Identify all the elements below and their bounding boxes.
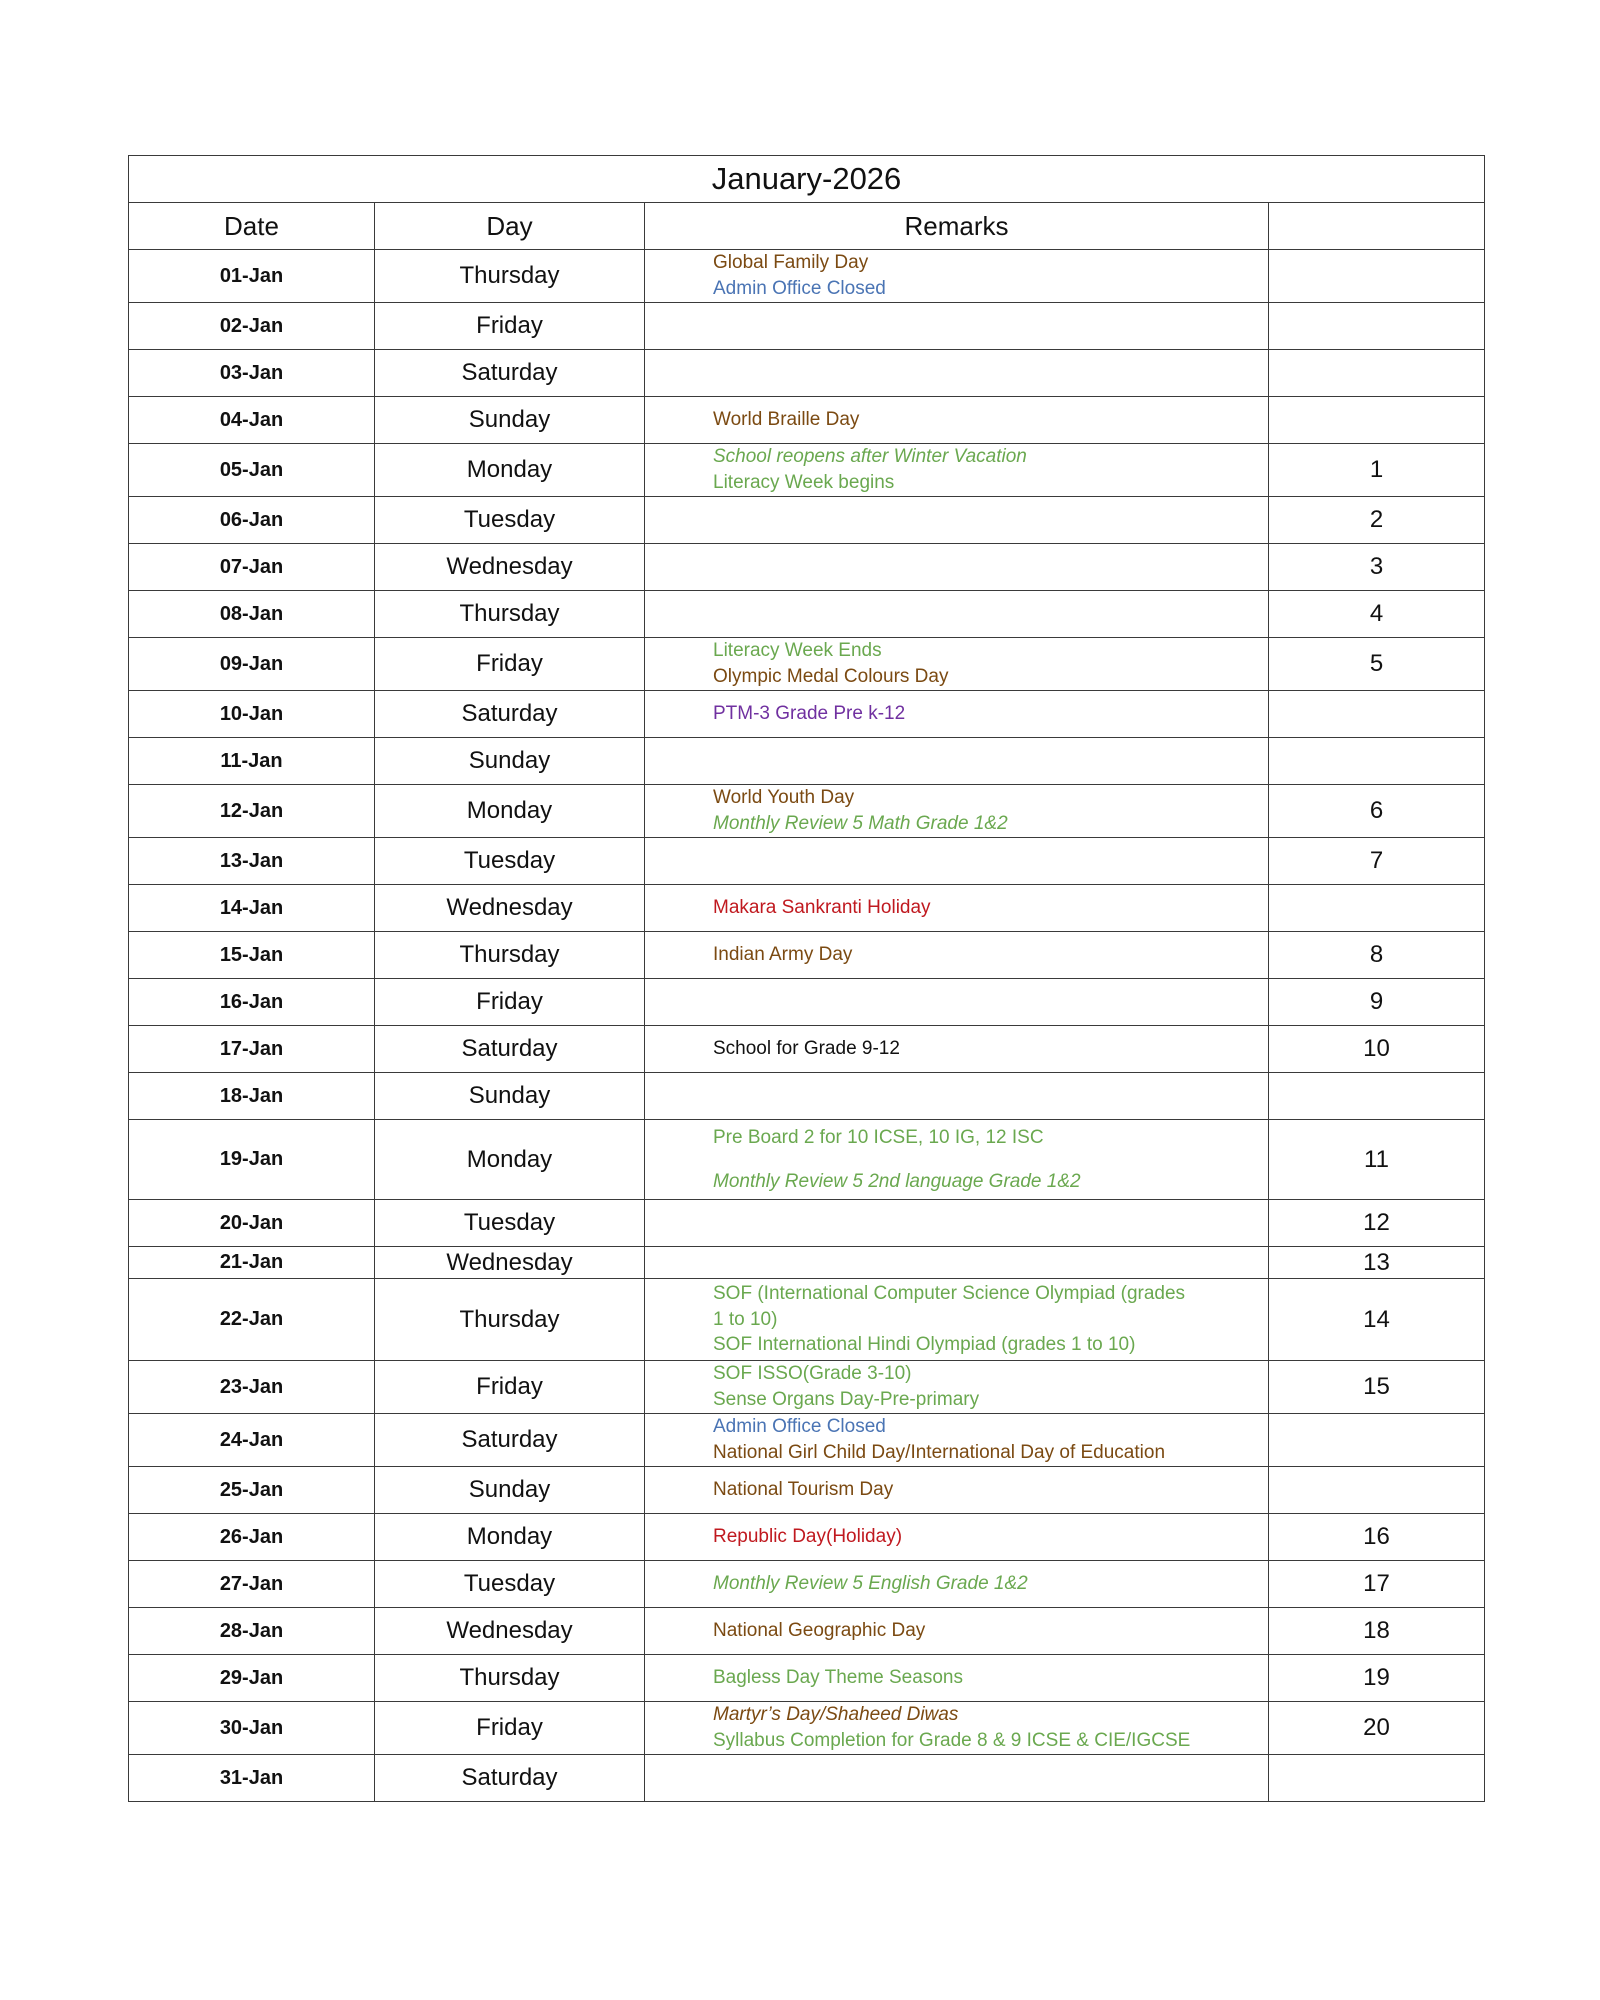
date-cell: 14-Jan — [129, 885, 375, 932]
date-cell: 22-Jan — [129, 1279, 375, 1361]
date-cell: 06-Jan — [129, 497, 375, 544]
school-day-number: 18 — [1269, 1608, 1485, 1655]
table-row — [129, 497, 1485, 544]
table-row — [129, 1279, 1485, 1361]
remark-text: PTM-3 Grade Pre k-12 — [713, 703, 906, 725]
table-row — [129, 1755, 1485, 1802]
remarks-cell — [645, 785, 1269, 838]
school-day-number: 17 — [1269, 1561, 1485, 1608]
school-day-number — [1269, 885, 1485, 932]
school-day-number: 19 — [1269, 1655, 1485, 1702]
day-cell: Wednesday — [375, 1608, 645, 1655]
calendar-table — [128, 155, 1485, 1802]
remark-text: Pre Board 2 for 10 ICSE, 10 IG, 12 ISC — [713, 1126, 1044, 1148]
date-cell: 27-Jan — [129, 1561, 375, 1608]
remark-text: Sense Organs Day-Pre-primary — [713, 1389, 980, 1410]
table-row — [129, 838, 1485, 885]
header-day: Day — [375, 203, 645, 250]
table-row — [129, 1467, 1485, 1514]
remarks-cell — [645, 738, 1269, 785]
remarks-cell — [645, 397, 1269, 444]
day-cell: Friday — [375, 638, 645, 691]
table-row — [129, 885, 1485, 932]
school-day-number: 15 — [1269, 1361, 1485, 1414]
remarks-cell — [645, 544, 1269, 591]
school-day-number — [1269, 1467, 1485, 1514]
table-row — [129, 1120, 1485, 1200]
day-cell: Saturday — [375, 1414, 645, 1467]
school-day-number: 2 — [1269, 497, 1485, 544]
day-cell: Friday — [375, 979, 645, 1026]
remark-text: National Tourism Day — [713, 1479, 894, 1501]
day-cell: Thursday — [375, 932, 645, 979]
day-cell: Friday — [375, 303, 645, 350]
remarks-cell — [645, 1073, 1269, 1120]
day-cell: Monday — [375, 1514, 645, 1561]
remark-text: SOF (International Computer Science Olympiad (grades — [713, 1283, 1186, 1305]
day-cell: Saturday — [375, 1755, 645, 1802]
remark-text: Admin Office Closed — [713, 278, 886, 299]
table-row — [129, 1361, 1485, 1414]
table-row — [129, 1414, 1485, 1467]
remarks-cell — [645, 1514, 1269, 1561]
day-cell: Sunday — [375, 397, 645, 444]
school-day-number: 4 — [1269, 591, 1485, 638]
day-cell: Monday — [375, 444, 645, 497]
remark-text: Literacy Week Ends — [713, 640, 882, 662]
remark-text: Global Family Day — [713, 252, 869, 274]
header-remarks: Remarks — [645, 203, 1269, 250]
remark-text: National Geographic Day — [713, 1620, 926, 1642]
school-day-number: 10 — [1269, 1026, 1485, 1073]
day-cell: Tuesday — [375, 838, 645, 885]
day-cell: Wednesday — [375, 885, 645, 932]
remark-text: Syllabus Completion for Grade 8 & 9 ICSE & CIE/IGCSE — [713, 1730, 1191, 1751]
remark-text: School reopens after Winter Vacation — [713, 446, 1027, 468]
day-cell: Tuesday — [375, 1200, 645, 1247]
table-row — [129, 303, 1485, 350]
date-cell: 09-Jan — [129, 638, 375, 691]
table-row — [129, 1200, 1485, 1247]
remark-text: Literacy Week begins — [713, 472, 895, 493]
table-row — [129, 591, 1485, 638]
date-cell: 30-Jan — [129, 1702, 375, 1755]
remarks-cell — [645, 1200, 1269, 1247]
school-day-number: 8 — [1269, 932, 1485, 979]
remark-text: Republic Day(Holiday) — [713, 1526, 903, 1548]
school-day-number — [1269, 1414, 1485, 1467]
remark-text: SOF ISSO(Grade 3-10) — [713, 1363, 912, 1385]
remark-text: SOF International Hindi Olympiad (grades 1 to 10) — [713, 1334, 1136, 1356]
remarks-cell — [645, 1702, 1269, 1755]
remarks-cell — [645, 1655, 1269, 1702]
school-day-number — [1269, 303, 1485, 350]
remarks-cell — [645, 691, 1269, 738]
day-cell: Monday — [375, 1120, 645, 1200]
remarks-cell — [645, 444, 1269, 497]
remarks-cell — [645, 1120, 1269, 1200]
day-cell: Wednesday — [375, 544, 645, 591]
date-cell: 05-Jan — [129, 444, 375, 497]
date-cell: 01-Jan — [129, 250, 375, 303]
school-day-number — [1269, 1073, 1485, 1120]
table-row — [129, 1561, 1485, 1608]
day-cell: Tuesday — [375, 497, 645, 544]
remarks-cell — [645, 591, 1269, 638]
remark-text: Monthly Review 5 2nd language Grade 1&2 — [713, 1170, 1081, 1192]
school-day-number — [1269, 738, 1485, 785]
remark-text: Monthly Review 5 English Grade 1&2 — [713, 1573, 1028, 1595]
table-row — [129, 1514, 1485, 1561]
day-cell: Sunday — [375, 738, 645, 785]
school-day-number — [1269, 350, 1485, 397]
day-cell: Tuesday — [375, 1561, 645, 1608]
school-day-number: 13 — [1269, 1247, 1485, 1279]
date-cell: 03-Jan — [129, 350, 375, 397]
date-cell: 13-Jan — [129, 838, 375, 885]
table-row — [129, 250, 1485, 303]
remark-text: World Youth Day — [713, 787, 855, 809]
calendar-body — [129, 250, 1485, 1802]
remark-text: National Girl Child Day/International Day of Education — [713, 1442, 1166, 1463]
date-cell: 17-Jan — [129, 1026, 375, 1073]
header-date: Date — [129, 203, 375, 250]
table-row — [129, 1702, 1485, 1755]
remark-text: World Braille Day — [713, 409, 860, 431]
header-count — [1269, 203, 1485, 250]
date-cell: 10-Jan — [129, 691, 375, 738]
school-day-number: 5 — [1269, 638, 1485, 691]
day-cell: Monday — [375, 785, 645, 838]
day-cell: Thursday — [375, 1655, 645, 1702]
remarks-cell — [645, 1247, 1269, 1279]
remark-text: Martyr’s Day/Shaheed Diwas — [713, 1704, 959, 1726]
day-cell: Friday — [375, 1361, 645, 1414]
table-row — [129, 1247, 1485, 1279]
school-day-number: 20 — [1269, 1702, 1485, 1755]
day-cell: Thursday — [375, 591, 645, 638]
table-row — [129, 1073, 1485, 1120]
date-cell: 18-Jan — [129, 1073, 375, 1120]
date-cell: 12-Jan — [129, 785, 375, 838]
remark-text: School for Grade 9-12 — [713, 1038, 900, 1060]
remarks-cell — [645, 885, 1269, 932]
date-cell: 23-Jan — [129, 1361, 375, 1414]
day-cell: Sunday — [375, 1073, 645, 1120]
date-cell: 04-Jan — [129, 397, 375, 444]
table-row — [129, 397, 1485, 444]
calendar-title: January-2026 — [129, 156, 1485, 203]
remark-text: Monthly Review 5 Math Grade 1&2 — [713, 813, 1008, 834]
table-row — [129, 691, 1485, 738]
remarks-cell — [645, 1361, 1269, 1414]
school-day-number: 14 — [1269, 1279, 1485, 1361]
day-cell: Friday — [375, 1702, 645, 1755]
school-day-number — [1269, 250, 1485, 303]
date-cell: 21-Jan — [129, 1247, 375, 1279]
remarks-cell — [645, 250, 1269, 303]
day-cell: Thursday — [375, 1279, 645, 1361]
remarks-cell — [645, 1414, 1269, 1467]
date-cell: 24-Jan — [129, 1414, 375, 1467]
day-cell: Wednesday — [375, 1247, 645, 1279]
school-day-number: 11 — [1269, 1120, 1485, 1200]
remark-text: 1 to 10) — [713, 1308, 778, 1330]
date-cell: 28-Jan — [129, 1608, 375, 1655]
remark-text: Makara Sankranti Holiday — [713, 897, 931, 919]
school-day-number — [1269, 691, 1485, 738]
date-cell: 11-Jan — [129, 738, 375, 785]
table-row — [129, 544, 1485, 591]
table-row — [129, 932, 1485, 979]
school-day-number: 7 — [1269, 838, 1485, 885]
day-cell: Saturday — [375, 350, 645, 397]
date-cell: 15-Jan — [129, 932, 375, 979]
table-row — [129, 979, 1485, 1026]
remark-text: Bagless Day Theme Seasons — [713, 1667, 963, 1689]
school-day-number: 16 — [1269, 1514, 1485, 1561]
remark-text: Olympic Medal Colours Day — [713, 666, 949, 687]
table-row — [129, 638, 1485, 691]
day-cell: Sunday — [375, 1467, 645, 1514]
remarks-cell — [645, 1561, 1269, 1608]
remarks-cell — [645, 303, 1269, 350]
remarks-cell — [645, 350, 1269, 397]
table-row — [129, 1026, 1485, 1073]
date-cell: 08-Jan — [129, 591, 375, 638]
date-cell: 26-Jan — [129, 1514, 375, 1561]
day-cell: Saturday — [375, 1026, 645, 1073]
table-row — [129, 1655, 1485, 1702]
table-row — [129, 738, 1485, 785]
date-cell: 31-Jan — [129, 1755, 375, 1802]
date-cell: 25-Jan — [129, 1467, 375, 1514]
remarks-cell — [645, 1026, 1269, 1073]
table-row — [129, 350, 1485, 397]
school-day-number: 1 — [1269, 444, 1485, 497]
date-cell: 02-Jan — [129, 303, 375, 350]
remark-text: Indian Army Day — [713, 944, 853, 966]
school-day-number — [1269, 397, 1485, 444]
table-row — [129, 1608, 1485, 1655]
day-cell: Thursday — [375, 250, 645, 303]
school-day-number: 9 — [1269, 979, 1485, 1026]
school-day-number — [1269, 1755, 1485, 1802]
date-cell: 07-Jan — [129, 544, 375, 591]
remarks-cell — [645, 838, 1269, 885]
day-cell: Saturday — [375, 691, 645, 738]
remarks-cell — [645, 638, 1269, 691]
remarks-cell — [645, 497, 1269, 544]
remark-text: Admin Office Closed — [713, 1416, 886, 1438]
table-row — [129, 785, 1485, 838]
date-cell: 20-Jan — [129, 1200, 375, 1247]
school-day-number: 3 — [1269, 544, 1485, 591]
remarks-cell — [645, 1467, 1269, 1514]
remarks-cell — [645, 979, 1269, 1026]
remarks-cell — [645, 932, 1269, 979]
date-cell: 29-Jan — [129, 1655, 375, 1702]
school-day-number: 12 — [1269, 1200, 1485, 1247]
remarks-cell — [645, 1608, 1269, 1655]
school-day-number: 6 — [1269, 785, 1485, 838]
remarks-cell — [645, 1755, 1269, 1802]
date-cell: 19-Jan — [129, 1120, 375, 1200]
date-cell: 16-Jan — [129, 979, 375, 1026]
table-row — [129, 444, 1485, 497]
remarks-cell — [645, 1279, 1269, 1361]
